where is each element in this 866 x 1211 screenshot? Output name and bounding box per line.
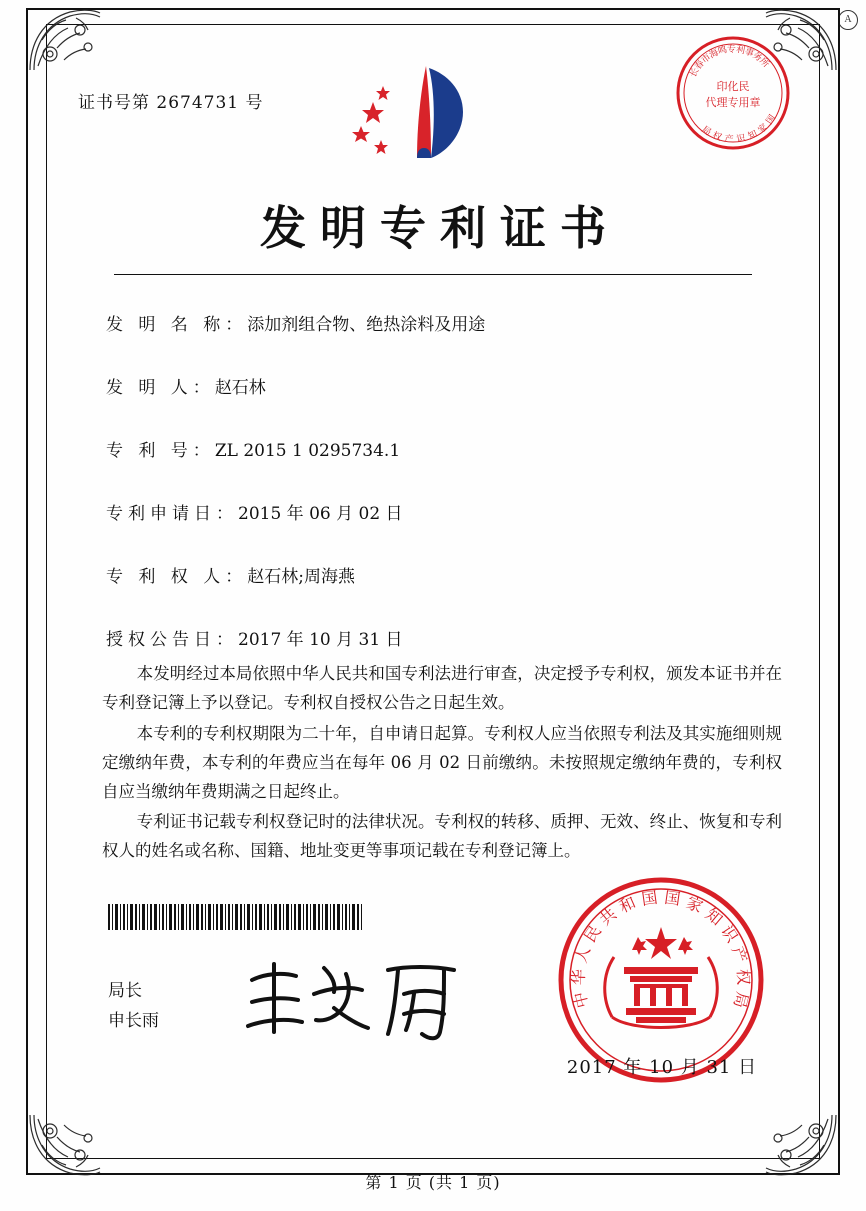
certificate-number: 证书号第 2674731 号 [78, 93, 264, 113]
svg-text:市: 市 [699, 52, 714, 66]
svg-text:识: 识 [717, 921, 742, 946]
svg-text:权: 权 [733, 968, 754, 986]
page-footer: 第 1 页 (共 1 页) [365, 1173, 501, 1192]
handwritten-signature [238, 950, 478, 1046]
field-value: 赵石林 [214, 378, 266, 398]
legal-text-block [102, 660, 782, 868]
svg-text:国: 国 [764, 113, 779, 127]
svg-text:局: 局 [699, 124, 713, 139]
svg-text:长: 长 [688, 66, 702, 80]
field-label: 授权公告日： [106, 630, 238, 650]
svg-text:国: 国 [640, 887, 659, 909]
field-value: 2015 年 06 月 02 日 [238, 504, 403, 524]
barcode [108, 904, 366, 930]
svg-text:家: 家 [756, 122, 770, 136]
svg-text:春: 春 [693, 58, 707, 73]
field-label: 专 利 号： [106, 441, 215, 461]
field-value: 添加剂组合物、绝热涂料及用途 [247, 315, 486, 335]
svg-text:共: 共 [595, 904, 621, 930]
svg-text:人: 人 [571, 943, 595, 966]
svg-text:家: 家 [683, 892, 706, 917]
field-label: 发 明 人： [106, 378, 215, 398]
svg-text:权: 权 [710, 130, 723, 144]
svg-text:识: 识 [735, 133, 747, 145]
field-value: ZL 2015 1 0295734.1 [214, 441, 401, 461]
seal-date: 2017 年 10 月 31 日 [566, 1057, 758, 1078]
field-label: 专利申请日： [106, 504, 238, 524]
svg-text:华: 华 [568, 968, 589, 986]
field-row [106, 373, 788, 398]
field-row [106, 499, 788, 524]
svg-text:中: 中 [569, 989, 593, 1011]
field-row [106, 562, 788, 587]
signature-block [108, 977, 159, 1037]
svg-text:鸣: 鸣 [717, 45, 729, 58]
certificate-content [78, 44, 788, 1141]
svg-text:务: 务 [750, 50, 764, 65]
svg-text:海: 海 [707, 47, 721, 61]
field-row [106, 310, 788, 335]
agency-seal-line1: 印化民 [716, 80, 750, 93]
field-label: 发 明 名 称： [106, 315, 248, 335]
signature-role-label: 局长 [108, 981, 142, 1001]
field-value: 赵石林;周海燕 [247, 567, 355, 587]
svg-text:国: 国 [663, 887, 682, 909]
field-label: 专 利 权 人： [106, 567, 248, 587]
field-value: 2017 年 10 月 31 日 [238, 630, 403, 650]
patent-office-logo-icon [343, 62, 523, 167]
page-mark-letter: A [838, 10, 858, 30]
signature-name: 申长雨 [108, 1010, 159, 1031]
field-list [106, 310, 788, 688]
svg-text:民: 民 [580, 921, 605, 946]
svg-text:所: 所 [757, 56, 771, 70]
field-row [106, 625, 788, 650]
agency-seal-line2: 代理专用章 [705, 96, 761, 109]
field-row [106, 436, 788, 461]
svg-text:产: 产 [727, 943, 751, 966]
legal-paragraph: 本发明经过本局依照中华人民共和国专利法进行审查，决定授予专利权，颁发本证书并在专利登记簿上予以登记。专利权自授权公告之日起生效。 [102, 664, 782, 712]
page-title: 发明专利证书 [260, 201, 620, 255]
svg-text:事: 事 [743, 46, 756, 60]
legal-paragraph: 专利证书记载专利权登记时的法律状况。专利权的转移、质押、无效、终止、恢复和专利权人的姓名或名称、国籍、地址变更等事项记载在专利登记簿上。 [102, 812, 782, 861]
svg-text:产: 产 [723, 134, 734, 146]
svg-text:知: 知 [701, 904, 727, 930]
svg-text:局: 局 [729, 989, 753, 1011]
svg-text:知: 知 [746, 129, 760, 143]
agency-seal-stamp [670, 30, 796, 156]
svg-text:和: 和 [616, 892, 639, 917]
legal-paragraph: 本专利的专利权期限为二十年，自申请日起算。专利权人应当依照专利法及其实施细则规定缴纳年费，本专利的年费应当在每年 06 月 02 日前缴纳。未按照规定缴纳年费的，专利权自应当缴纳年费期满之日起终止。 [102, 723, 782, 801]
svg-text:专: 专 [726, 44, 737, 56]
title-divider [114, 274, 752, 275]
svg-text:利: 利 [735, 44, 746, 57]
